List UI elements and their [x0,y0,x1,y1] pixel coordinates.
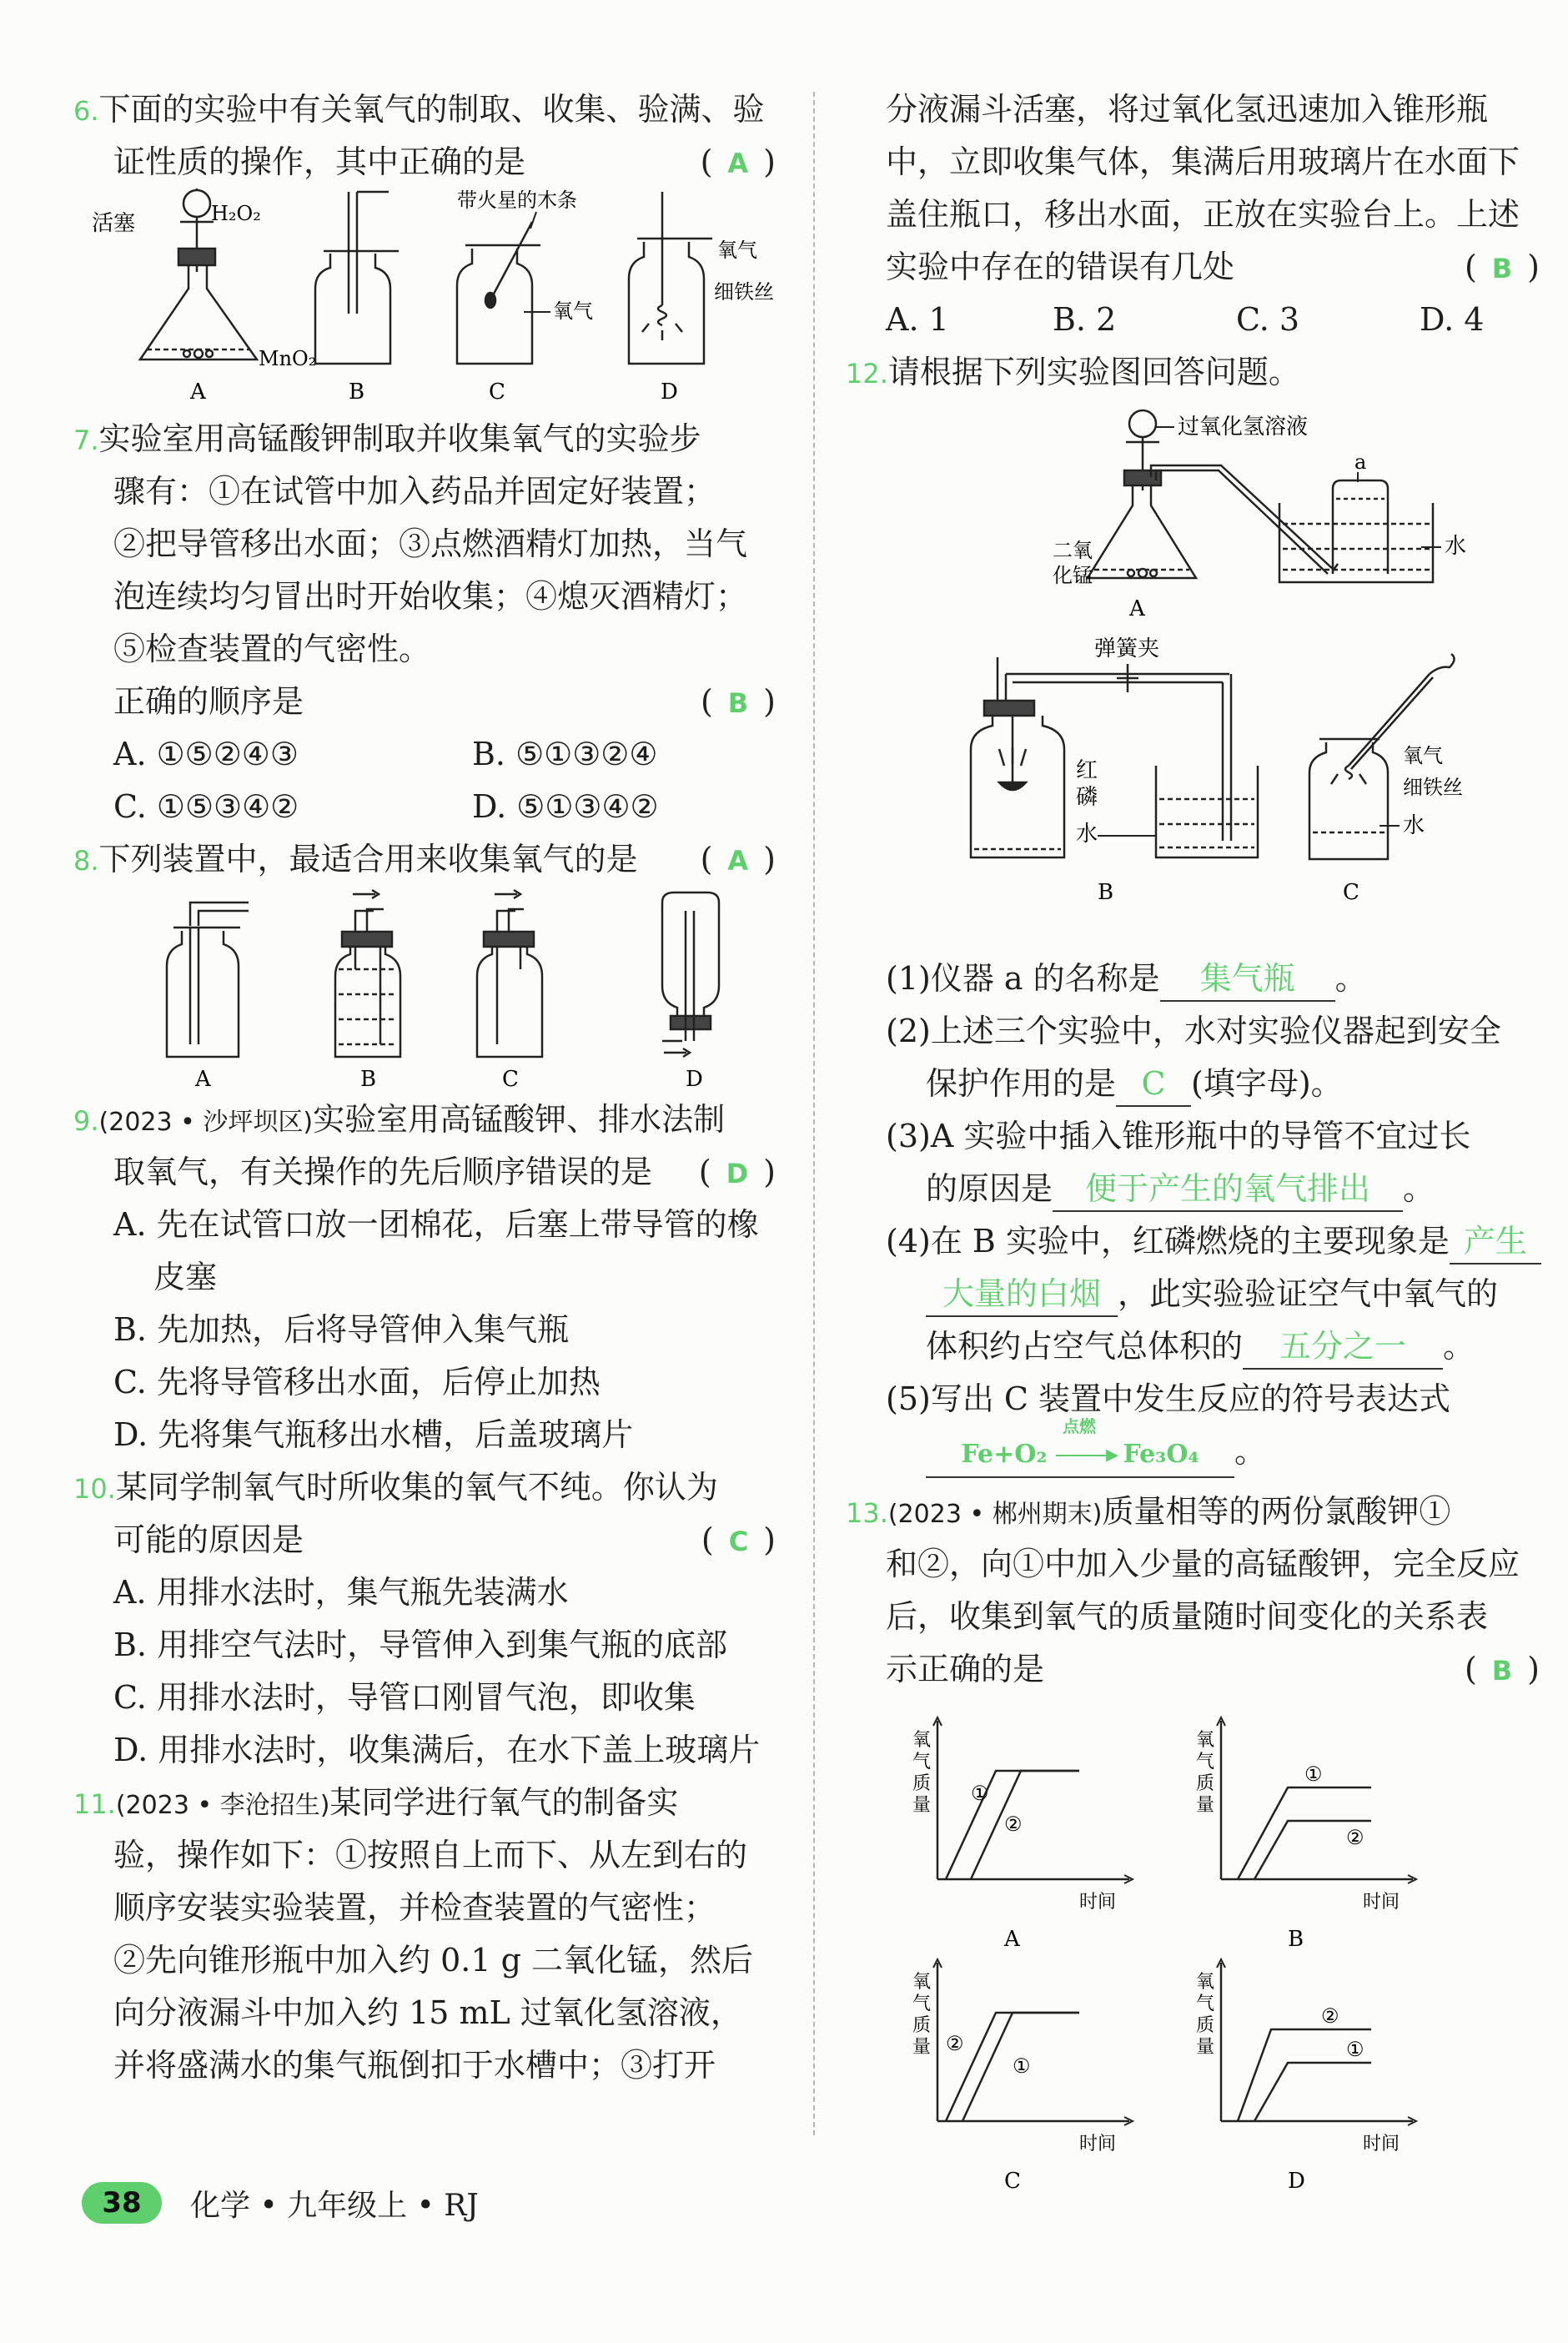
question-text: 实验中存在的错误有几处 [886,249,1235,285]
question-text: 可能的原因是 [113,1521,304,1558]
subq-text: (5)写出 C 装置中发生反应的符号表达式 [886,1380,1451,1417]
x-axis-label: 时间 [1363,1892,1400,1913]
option-b: B. ⑤①③②④ [472,736,658,772]
answer-value: D [726,1158,749,1189]
question-11-continued [846,83,1546,346]
q6-apparatus-b [315,192,399,364]
q12-oxygen-label: 氧气 [1403,744,1443,767]
subq-text: (1)仪器 a 的名称是 [886,960,1160,997]
subq-text: (2)上述三个实验中，水对实验仪器起到安全 [886,1013,1501,1049]
x-axis-label: 时间 [1363,2134,1400,2154]
answer-fill: C [1116,1062,1191,1107]
answer-bracket: ( A ) [700,841,776,877]
question-text: 中，立即收集气体，集满后用玻璃片在水面下 [886,143,1520,180]
y-axis-label-char: 气 [1196,1994,1215,2014]
option-a: A. ①⑤②④③ [113,736,299,772]
curve-label: ① [1346,2038,1364,2061]
curve-label: ② [1346,1826,1364,1849]
q6-oxygen-label-d: 氧气 [717,239,757,262]
q13-graphs-figure [846,1696,1546,2213]
eq-product: Fe₃O₄ [1123,1440,1199,1469]
y-axis-label-char: 量 [912,2037,932,2058]
question-number: 8. [73,845,99,877]
q12-apparatus-b [971,657,1258,857]
question-text: 某同学进行氧气的制备实 [329,1784,679,1821]
question-text: 向分液漏斗中加入约 15 mL 过氧化氢溶液， [113,1994,742,2031]
question-text: ②先向锥形瓶中加入约 0.1 g 二氧化锰，然后 [113,1942,753,1978]
question-number: 6. [73,95,99,127]
option-a: A. 用排水法时，集气瓶先装满水 [113,1574,569,1611]
question-text: 并将盛满水的集气瓶倒扣于水槽中；③打开 [113,2047,716,2084]
q8-collection-figure [73,886,782,1090]
figure-label: B [1288,1927,1304,1952]
y-axis-label-char: 量 [1196,2037,1215,2058]
q6-stopcock-label: 活塞 [92,211,136,236]
q8-bottle-c [477,890,542,1057]
question-12 [846,346,1546,1486]
answer-fill: 产生 [1450,1219,1541,1265]
answer-value: B [727,687,749,719]
option-c: C. 3 [1236,301,1300,338]
question-text: 实验室用高锰酸钾制取并收集氧气的实验步 [98,420,701,457]
q6-iron-wire-label: 细铁丝 [714,280,774,304]
question-10 [73,1461,782,1777]
question-text: 顺序安装实验装置，并检查装置的气密性； [113,1889,716,1926]
curve-label: ① [1013,2054,1031,2078]
y-axis-label-char: 氧 [1196,1972,1215,1993]
figure-label: C [502,1067,519,1090]
answer-bracket: ( D ) [698,1154,776,1190]
question-text: 下列装置中，最适合用来收集氧气的是 [98,841,638,877]
option-b: B. 先加热，后将导管伸入集气瓶 [113,1311,570,1348]
q6-apparatus-figure [73,189,782,410]
figure-label: C [1004,2169,1021,2194]
question-9 [73,1094,782,1461]
q8-bottle-d [662,892,719,1057]
q6-apparatus-d [629,192,712,364]
y-axis-label-char: 质 [912,1773,932,1794]
q6-h2o2-label: H₂O₂ [211,202,261,225]
subq-text: 体积约占空气总体积的 [926,1328,1244,1365]
x-axis-label: 时间 [1079,1892,1117,1913]
answer-value: B [1491,253,1513,284]
y-axis-label-char: 质 [1196,1773,1215,1794]
curve-label: ② [1321,2004,1339,2028]
q12-mno2-label-2: 化锰 [1053,564,1093,587]
question-text: 骤有：①在试管中加入药品并固定好装置； [113,473,716,510]
y-axis-label-char: 气 [1196,1752,1215,1772]
page-number: 38 [82,2182,162,2224]
figure-label: B [360,1067,377,1090]
q8-bottle-a [167,903,249,1057]
answer-fill: 五分之一 [1243,1325,1443,1370]
question-text: 质量相等的两份氯酸钾① [1102,1493,1451,1530]
q12-red-p-label-2: 磷 [1076,785,1098,810]
question-number: 13. [846,1497,888,1529]
question-11 [73,1777,782,2092]
q6-splint-label: 带火星的木条 [457,189,577,212]
figure-label: D [661,380,678,405]
eq-reactants: Fe+O₂ [961,1440,1048,1469]
question-text: 下面的实验中有关氧气的制取、收集、验满、验 [98,91,765,128]
answer-fill: 大量的白烟 [926,1272,1118,1317]
figure-label: A [1004,1927,1020,1952]
option-a-cont: 皮塞 [153,1259,218,1295]
question-text: 正确的顺序是 [113,683,304,720]
answer-value: B [1491,1655,1513,1687]
left-column [73,83,782,2092]
figure-label: D [686,1067,703,1090]
answer-value: C [728,1526,749,1557]
punct: 。 [1443,1328,1475,1365]
option-d: D. 用排水法时，收集满后，在水下盖上玻璃片 [113,1732,761,1768]
question-number: 11. [73,1788,116,1820]
answer-fill: 集气瓶 [1160,957,1335,1002]
question-number: 12. [846,358,888,390]
y-axis-label-char: 氧 [912,1730,932,1751]
answer-value: A [727,845,749,877]
option-d: D. 4 [1420,301,1485,338]
question-text: 和②，向①中加入少量的高锰酸钾，完全反应 [886,1546,1520,1582]
option-a: A. 1 [886,301,949,338]
curve-label: ② [946,2032,964,2055]
option-b: B. 2 [1053,301,1117,338]
q12-mno2-label: 二氧 [1053,539,1093,562]
answer-equation [926,1416,1234,1478]
figure-label: D [1288,2169,1305,2194]
question-text: 示正确的是 [886,1651,1045,1687]
figure-label: A [190,380,206,405]
question-text: ②把导管移出水面；③点燃酒精灯加热，当气 [113,525,748,562]
q12-apparatus-figure [846,399,1546,949]
curve-label: ② [1004,1813,1023,1836]
question-13 [846,1486,1546,2216]
q6-oxygen-label: 氧气 [553,299,593,323]
answer-bracket: ( B ) [1464,1651,1540,1687]
subq-text: (4)在 B 实验中，红磷燃烧的主要现象是 [886,1223,1450,1259]
question-text: 分液漏斗活塞，将过氧化氢迅速加入锥形瓶 [886,91,1489,128]
question-source: (2023 • 沙坪坝区) [98,1108,314,1137]
answer-value: A [727,148,749,179]
question-source: (2023 • 李沧招生) [115,1791,330,1820]
answer-fill: 便于产生的氧气排出 [1053,1167,1403,1212]
question-8 [73,833,782,1094]
q12-h2o2-label: 过氧化氢溶液 [1178,415,1309,440]
question-number: 7. [73,425,99,456]
q12-red-p-label: 红 [1076,758,1098,783]
q12-water-c-label: 水 [1403,813,1425,838]
q12-water-a-label: 水 [1445,534,1467,559]
eq-condition: 点燃 [1062,1416,1096,1436]
question-number: 9. [73,1105,99,1137]
y-axis-label-char: 氧 [912,1972,932,1993]
page-footer [82,2181,479,2225]
q12-clip-label: 弹簧夹 [1094,636,1160,661]
y-axis-label-char: 气 [912,1752,932,1772]
answer-bracket: ( C ) [701,1521,776,1558]
question-text: 后，收集到氧气的质量随时间变化的关系表 [886,1598,1489,1635]
column-divider [813,92,815,2135]
y-axis-label-char: 量 [1196,1795,1215,1816]
answer-bracket: ( A ) [700,143,776,180]
eq-arrow: 点燃 ▸ [1056,1433,1114,1476]
question-6 [73,83,782,413]
answer-bracket: ( B ) [1464,249,1540,285]
figure-label: A [1129,596,1145,621]
answer-bracket: ( B ) [700,683,776,720]
question-number: 10. [73,1473,116,1505]
option-c: C. 先将导管移出水面，后停止加热 [113,1364,601,1400]
punct: 。 [1403,1170,1435,1207]
y-axis-label-char: 氧 [1196,1730,1215,1751]
book-title: 化学 • 九年级上 • RJ [190,2188,479,2223]
option-b: B. 用排空气法时，导管伸入到集气瓶的底部 [113,1627,728,1663]
question-source: (2023 • 郴州期末) [887,1500,1103,1529]
q12-iron-label: 细铁丝 [1403,776,1463,799]
question-text: 验，操作如下：①按照自上而下、从左到右的 [113,1837,748,1873]
y-axis-label-char: 气 [912,1994,932,2014]
right-column [846,83,1546,2216]
q12-a-label: a [1354,450,1367,474]
question-text: 请根据下列实验图回答问题。 [887,354,1300,390]
y-axis-label-char: 质 [1196,2015,1215,2036]
option-d: D. 先将集气瓶移出水槽，后盖玻璃片 [113,1416,634,1453]
subq-text: 保护作用的是 [926,1065,1117,1102]
subq-text: (3)A 实验中插入锥形瓶中的导管不宜过长 [886,1118,1471,1154]
subq-text: (填字母)。 [1191,1065,1343,1102]
y-axis-label-char: 质 [912,2015,932,2036]
q8-bottle-b [335,890,400,1057]
q6-mno2-label: MnO₂ [259,347,317,370]
question-text: 某同学制氧气时所收集的氧气不纯。你认为 [115,1469,718,1506]
option-c: C. ①⑤③④② [113,788,299,825]
q6-apparatus-c [457,222,540,364]
figure-label: B [349,380,365,405]
curve-2 [1254,2063,1371,2121]
question-text: 泡连续均匀冒出时开始收集；④熄灭酒精灯； [113,578,748,615]
subq-text: ，此实验验证空气中氧气的 [1118,1275,1499,1312]
question-text: 取氧气，有关操作的先后顺序错误的是 [113,1154,653,1190]
option-a: A. 先在试管口放一团棉花，后塞上带导管的橡 [113,1206,759,1243]
subq-text: 的原因是 [926,1170,1053,1207]
punct: 。 [1234,1433,1267,1470]
punct: 。 [1334,960,1367,997]
question-text: 证性质的操作，其中正确的是 [113,143,526,180]
question-text: 实验室用高锰酸钾、排水法制 [313,1101,726,1138]
figure-label: B [1098,880,1114,905]
x-axis-label: 时间 [1079,2134,1117,2154]
y-axis-label-char: 量 [912,1795,932,1816]
question-7 [73,413,782,833]
figure-label: C [489,380,505,405]
question-text: ⑤检查装置的气密性。 [113,631,431,667]
figure-label: C [1343,880,1359,905]
curve-label: ① [1304,1762,1323,1786]
question-text: 盖住瓶口，移出水面，正放在实验台上。上述 [886,196,1520,233]
curve-label: ① [971,1782,989,1805]
option-d: D. ⑤①③④② [472,788,659,825]
figure-label: A [195,1067,211,1090]
option-c: C. 用排水法时，导管口刚冒气泡，即收集 [113,1679,696,1716]
q12-water-b-label: 水 [1076,822,1098,847]
